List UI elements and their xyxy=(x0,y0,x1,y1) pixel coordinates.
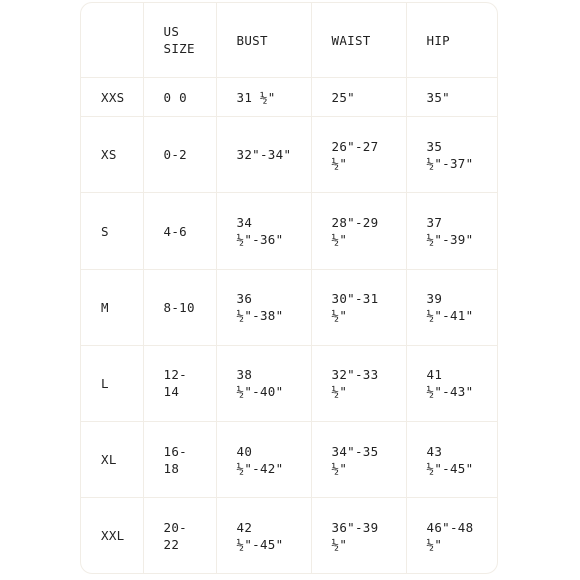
header-us-size-line: US xyxy=(163,24,180,39)
cell-bust xyxy=(216,117,311,193)
cell-hip-line: ½"-39" xyxy=(426,232,474,248)
cell-waist-line: ½" xyxy=(331,384,348,400)
cell-us-line: 22 xyxy=(163,536,180,552)
cell-bust-line: 32"-34" xyxy=(236,147,292,163)
cell-hip xyxy=(406,193,498,269)
cell-size: XXL xyxy=(81,498,143,573)
cell-us xyxy=(143,345,216,421)
cell-waist-line: 30"-31 xyxy=(331,291,379,307)
cell-hip-line: ½"-45" xyxy=(426,460,474,476)
cell-size: S xyxy=(81,193,143,269)
cell-us xyxy=(143,498,216,573)
cell-hip-line: 43 xyxy=(426,443,443,459)
cell-waist xyxy=(311,269,406,345)
table-row xyxy=(81,78,498,117)
cell-hip xyxy=(406,78,498,117)
cell-waist-line: 25" xyxy=(331,89,355,105)
table-row xyxy=(81,498,498,573)
table-row xyxy=(81,422,498,498)
header-us-size-line: SIZE xyxy=(163,41,195,56)
cell-waist-line: 34"-35 xyxy=(331,443,379,459)
cell-hip-line: ½"-43" xyxy=(426,384,474,400)
cell-hip xyxy=(406,117,498,193)
cell-bust-line: ½"-40" xyxy=(236,384,284,400)
cell-bust xyxy=(216,498,311,573)
cell-us-line: 0-2 xyxy=(163,147,187,163)
table-row xyxy=(81,269,498,345)
cell-bust-line: ½"-42" xyxy=(236,460,284,476)
cell-waist xyxy=(311,193,406,269)
header-bust: BUST xyxy=(216,3,311,78)
cell-bust-line: 42 xyxy=(236,519,253,535)
cell-bust-line: 36 xyxy=(236,291,253,307)
table-row xyxy=(81,345,498,421)
cell-us-line: 4-6 xyxy=(163,223,187,239)
cell-bust-line: 34 xyxy=(236,215,253,231)
cell-hip-line: 37 xyxy=(426,215,443,231)
size-chart-table xyxy=(81,3,498,573)
cell-bust xyxy=(216,193,311,269)
header-us-size xyxy=(143,3,216,78)
header-waist: WAIST xyxy=(311,3,406,78)
cell-size: XL xyxy=(81,422,143,498)
header-size xyxy=(81,3,143,78)
header-row xyxy=(81,3,498,78)
cell-waist xyxy=(311,117,406,193)
cell-us-line: 16- xyxy=(163,443,187,459)
cell-hip-line: 46"-48 xyxy=(426,519,474,535)
cell-waist xyxy=(311,78,406,117)
header-hip: HIP xyxy=(406,3,498,78)
cell-bust xyxy=(216,422,311,498)
cell-waist xyxy=(311,422,406,498)
cell-bust xyxy=(216,345,311,421)
cell-us-line: 14 xyxy=(163,384,180,400)
cell-hip-line: 39 xyxy=(426,291,443,307)
size-chart-body xyxy=(81,78,498,574)
cell-hip-line: ½" xyxy=(426,536,443,552)
cell-waist-line: 36"-39 xyxy=(331,519,379,535)
cell-size: XXS xyxy=(81,78,143,117)
cell-waist-line: 32"-33 xyxy=(331,367,379,383)
cell-us xyxy=(143,269,216,345)
cell-bust-line: 40 xyxy=(236,443,253,459)
cell-us xyxy=(143,78,216,117)
cell-us-line: 20- xyxy=(163,519,187,535)
cell-us xyxy=(143,193,216,269)
cell-bust-line: ½"-45" xyxy=(236,536,284,552)
cell-us-line: 12- xyxy=(163,367,187,383)
table-row xyxy=(81,117,498,193)
cell-us-line: 18 xyxy=(163,460,180,476)
cell-bust-line: 31 ½" xyxy=(236,89,276,105)
table-row xyxy=(81,193,498,269)
cell-hip-line: 41 xyxy=(426,367,443,383)
cell-hip-line: 35 xyxy=(426,138,443,154)
cell-waist-line: ½" xyxy=(331,536,348,552)
cell-us xyxy=(143,117,216,193)
cell-waist-line: ½" xyxy=(331,460,348,476)
cell-bust-line: ½"-38" xyxy=(236,308,284,324)
cell-bust-line: 38 xyxy=(236,367,253,383)
cell-us-line: 0 0 xyxy=(163,89,187,105)
cell-hip xyxy=(406,422,498,498)
cell-waist-line: ½" xyxy=(331,232,348,248)
cell-bust xyxy=(216,269,311,345)
cell-waist-line: 26"-27 xyxy=(331,138,379,154)
cell-waist-line: 28"-29 xyxy=(331,215,379,231)
cell-size: XS xyxy=(81,117,143,193)
cell-us xyxy=(143,422,216,498)
cell-hip-line: ½"-37" xyxy=(426,155,474,171)
cell-waist xyxy=(311,345,406,421)
cell-hip xyxy=(406,498,498,573)
cell-hip xyxy=(406,269,498,345)
cell-hip-line: ½"-41" xyxy=(426,308,474,324)
cell-us-line: 8-10 xyxy=(163,299,195,315)
cell-bust-line: ½"-36" xyxy=(236,232,284,248)
cell-bust xyxy=(216,78,311,117)
cell-waist-line: ½" xyxy=(331,155,348,171)
cell-size: L xyxy=(81,345,143,421)
size-chart-card xyxy=(80,2,498,574)
cell-waist xyxy=(311,498,406,573)
cell-hip-line: 35" xyxy=(426,89,450,105)
cell-hip xyxy=(406,345,498,421)
cell-waist-line: ½" xyxy=(331,308,348,324)
cell-size: M xyxy=(81,269,143,345)
